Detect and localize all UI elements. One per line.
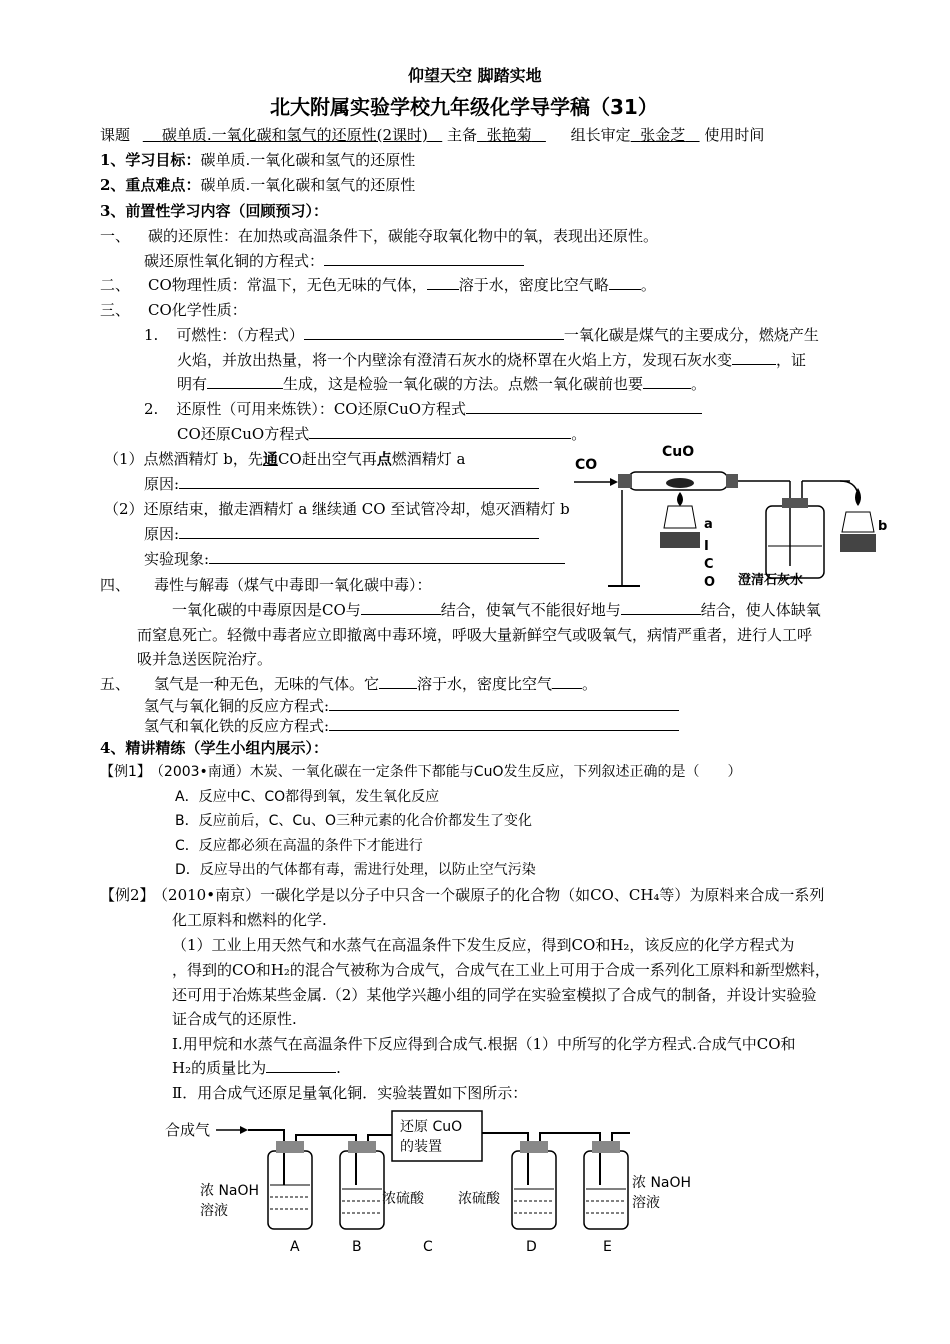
answer-blank[interactable] <box>207 374 283 389</box>
part-4-num: 四、 <box>100 576 131 594</box>
example-2-line-8 <box>172 1058 341 1078</box>
item-text: 可燃性：（方程式） <box>176 326 304 344</box>
cuo-powder <box>666 478 694 488</box>
option-b[interactable]: B．反应前后，C、Cu、O三种元素的化合价都发生了变化 <box>175 813 533 829</box>
page-title: 北大附属实验学校九年级化学导学稿（31） <box>270 95 658 119</box>
naoh-label-e2: 溶液 <box>632 1195 660 1211</box>
section-1 <box>100 150 415 170</box>
tube-a-b <box>296 1135 356 1185</box>
part-1-num: 一、 <box>100 227 131 245</box>
part-1 <box>100 226 658 246</box>
answer-blank[interactable] <box>732 350 776 365</box>
preparer: 张艳菊 <box>486 126 532 144</box>
reviewer: 张金芝 <box>640 126 686 144</box>
example-2-line-4: ，得到的CO和H₂的混合气被称为合成气，合成气在工业上可用于合成一系列化工原料和新型燃料， <box>172 961 830 979</box>
syngas-label: 合成气 <box>165 1121 211 1139</box>
eq-label: 氢气和氧化铁的反应方程式: <box>144 717 330 735</box>
header-line <box>100 125 764 145</box>
naoh-label-e1: 浓 NaOH <box>632 1175 692 1191</box>
label-a: A <box>290 1239 300 1255</box>
preparer-label: 主备 <box>447 126 478 144</box>
answer-blank[interactable] <box>179 524 539 539</box>
part-3-item-1-cont2 <box>177 374 706 394</box>
answer-blank[interactable] <box>427 275 459 290</box>
answer-blank[interactable] <box>361 600 441 615</box>
bottle-b <box>340 1141 384 1229</box>
sulfuric-label-b: 浓硫酸 <box>382 1191 424 1207</box>
reason-label: 原因: <box>144 475 180 493</box>
section-3-label: 3、前置性学习内容（回顾预习）： <box>100 202 328 220</box>
item-text: 明有 <box>177 375 208 393</box>
part-5-num: 五、 <box>100 675 131 693</box>
part-4-title: 毒性与解毒（煤气中毒即一氧化碳中毒）： <box>154 576 432 594</box>
answer-blank[interactable] <box>329 696 679 711</box>
label-d: D <box>526 1239 537 1255</box>
item-text: 一氧化碳是煤气的主要成分，燃烧产生 <box>563 326 819 344</box>
question-text: （1）点燃酒精灯 b，先 <box>104 450 263 468</box>
example-2-line-7: I.用甲烷和水蒸气在高温条件下反应得到合成气.根据（1）中所写的化学方程式.合成气中CO和 <box>172 1035 796 1053</box>
co-label: CO <box>575 457 598 473</box>
bottle-e <box>584 1141 628 1229</box>
answer-blank[interactable] <box>266 1058 336 1073</box>
example-2-line-6: 证合成气的还原性. <box>172 1010 297 1028</box>
part-4-line-3: 吸并急送医院治疗。 <box>137 650 273 668</box>
syngas-apparatus <box>160 1105 720 1255</box>
answer-blank[interactable] <box>466 399 702 414</box>
example-2-line-9: Ⅱ．用合成气还原足量氧化铜．实验装置如下图所示： <box>172 1084 528 1102</box>
section-2 <box>100 175 415 195</box>
answer-blank[interactable] <box>609 275 641 290</box>
reason-label: 原因: <box>144 525 180 543</box>
option-a[interactable]: A．反应中C、CO都得到氧，发生氧化反应 <box>175 789 440 805</box>
question-emph: 通 <box>262 450 278 468</box>
motto: 仰望天空 脚踏实地 <box>408 66 542 85</box>
nozzle <box>840 481 858 494</box>
item-num: 2. <box>144 400 159 418</box>
part-3-item-1-cont <box>177 350 806 370</box>
item-text: 。 <box>571 425 587 443</box>
part-5-text: 溶于水，密度比空气 <box>417 675 553 693</box>
gas-bottle <box>766 506 824 578</box>
part-2-text-a: CO物理性质：常温下，无色无味的气体， <box>148 276 427 294</box>
section-1-text: 碳单质.一氧化碳和氢气的还原性 <box>200 151 416 169</box>
part-5-text: 氢气是一种无色，无味的气体。它 <box>154 675 380 693</box>
example-2-line-1 <box>100 885 824 905</box>
bottle-a <box>268 1141 312 1229</box>
part-3-item-1 <box>144 325 819 345</box>
section-1-label: 1、学习目标： <box>100 151 201 169</box>
part-1-text: 碳的还原性：在加热或高温条件下，碳能夺取氧化物中的氧，表现出还原性。 <box>148 227 659 245</box>
part-4-text: 一氧化碳的中毒原因是CO与 <box>172 601 361 619</box>
label-c: C <box>423 1239 433 1255</box>
part-3-item-2-eq <box>177 424 586 444</box>
part-4-line-1 <box>172 600 821 620</box>
part-2-text-b: 溶于水，密度比空气略 <box>458 276 609 294</box>
part-5 <box>100 674 597 694</box>
alcohol-lamp-a <box>664 506 696 528</box>
section-2-text: 碳单质.一氧化碳和氢气的还原性 <box>200 176 416 194</box>
part-3-item-2 <box>144 399 702 419</box>
item-text: 火焰，并放出热量，将一个内壁涂有澄清石灰水的烧杯罩在火焰上方，发现石灰水变 <box>177 351 733 369</box>
vertical-label: O <box>704 575 716 590</box>
part-1-eq-label: 碳还原性氧化铜的方程式： <box>144 252 325 270</box>
co-reduction-apparatus <box>570 436 900 596</box>
wood-block <box>660 532 700 548</box>
wood-block <box>840 534 876 552</box>
part-3 <box>100 300 247 320</box>
alcohol-lamp-b <box>842 512 874 532</box>
lamp-b-label: b <box>878 519 888 534</box>
inlet-tube-a <box>248 1130 284 1185</box>
sulfuric-label-d: 浓硫酸 <box>458 1191 500 1207</box>
tube-d-e <box>540 1133 600 1185</box>
question-1 <box>104 449 465 469</box>
answer-blank[interactable] <box>379 674 417 689</box>
flame-icon <box>677 492 683 506</box>
tube-c-d <box>482 1133 528 1185</box>
question-emph: 点 <box>376 450 392 468</box>
part-1-eq <box>144 251 524 271</box>
section-4-label: 4、精讲精练（学生小组内展示）： <box>100 739 328 757</box>
example-1-stem <box>100 762 741 782</box>
question-2: （2）还原结束，撤走酒精灯 a 继续通 CO 至试管冷却，熄灭酒精灯 b <box>104 500 570 518</box>
option-c[interactable]: C．反应都必须在高温的条件下才能进行 <box>175 838 423 854</box>
box-label-1: 还原 CuO <box>400 1119 463 1135</box>
flame-icon <box>855 488 861 506</box>
part-3-title: CO化学性质： <box>148 301 247 319</box>
example-tag: 【例2】 <box>100 886 155 904</box>
answer-blank[interactable] <box>324 251 524 266</box>
topic-label: 课题 <box>100 126 131 144</box>
item-num: 1. <box>144 326 159 344</box>
part-3-num: 三、 <box>100 301 131 319</box>
example-text: （2010•南京）一碳化学是以分子中只含一个碳原子的化合物（如CO、CH₄等）为原料来合成一系列 <box>160 886 825 904</box>
lime-water-label: 澄清石灰水 <box>738 573 804 588</box>
example-2-line-3: （1）工业上用天然气和水蒸气在高温条件下发生反应，得到CO和H₂，该反应的化学方程式为 <box>172 936 795 954</box>
part-5-eq-1 <box>144 696 679 716</box>
part-4 <box>100 575 432 595</box>
box-label-2: 的装置 <box>400 1139 442 1155</box>
example-2-line-2: 化工原料和燃料的化学. <box>172 911 327 929</box>
label-b: B <box>352 1239 362 1255</box>
item-text: CO还原CuO方程式 <box>177 425 310 443</box>
section-2-label: 2、重点难点： <box>100 176 201 194</box>
part-4-text: 结合，使氧气不能很好地与 <box>440 601 621 619</box>
answer-blank[interactable] <box>309 424 571 439</box>
item-text: 还原性（可用来炼铁）：CO还原CuO方程式 <box>176 400 467 418</box>
topic: 碳单质.一氧化碳和氢气的还原性(2课时) <box>161 126 428 144</box>
naoh-label-a1: 浓 NaOH <box>200 1183 260 1199</box>
part-4-text: 结合，使人体缺氧 <box>700 601 821 619</box>
part-2-text-c: 。 <box>640 276 656 294</box>
answer-blank[interactable] <box>643 374 691 389</box>
phenomenon-label: 实验现象: <box>144 550 210 568</box>
arrow-head <box>610 478 618 486</box>
reason-2 <box>144 524 539 544</box>
stopper <box>726 474 738 488</box>
time-label: 使用时间 <box>704 126 765 144</box>
example-2-line-5: 还可用于冶炼某些金属.（2）某他学兴趣小组的同学在实验室模拟了合成气的制备，并设计实验验 <box>172 986 817 1004</box>
vertical-label: I <box>704 539 709 554</box>
answer-blank[interactable] <box>304 325 564 340</box>
vertical-label: C <box>704 557 714 572</box>
answer-blank[interactable] <box>209 549 565 564</box>
bottle-d <box>512 1141 556 1229</box>
item-text: ，证 <box>776 351 807 369</box>
answer-blank[interactable] <box>552 674 582 689</box>
part-2-num: 二、 <box>100 276 131 294</box>
answer-blank[interactable] <box>621 600 701 615</box>
example-stem: （2003•南通）木炭、一氧化碳在一定条件下都能与CuO发生反应，下列叙述正确的是（ ） <box>156 764 742 780</box>
reason-1 <box>144 474 539 494</box>
example-tag: 【例1】 <box>100 764 151 780</box>
part-5-eq-2 <box>144 716 679 736</box>
question-text: CO赶出空气再 <box>277 450 377 468</box>
cuo-label: CuO <box>662 444 695 460</box>
part-5-text: 。 <box>582 675 598 693</box>
part-4-line-2: 而窒息死亡。轻微中毒者应立即撤离中毒环境，呼吸大量新鲜空气或吸氧气，病情严重者，进行人工呼 <box>137 626 813 644</box>
answer-blank[interactable] <box>179 474 539 489</box>
reviewer-label: 组长审定 <box>570 126 631 144</box>
option-d[interactable]: D．反应导出的气体都有毒，需进行处理，以防止空气污染 <box>175 862 536 878</box>
part-2 <box>100 275 656 295</box>
item-text: 生成，这是检验一氧化碳的方法。点燃一氧化碳前也要 <box>283 375 644 393</box>
question-text: 燃酒精灯 a <box>391 450 466 468</box>
item-text: 。 <box>691 375 707 393</box>
stopper <box>618 474 632 488</box>
answer-blank[interactable] <box>329 716 679 731</box>
example-text: H₂的质量比为 <box>172 1059 267 1077</box>
label-e: E <box>603 1239 612 1255</box>
bottle-stopper <box>782 498 808 508</box>
lamp-a-label: a <box>704 517 713 532</box>
eq-label: 氢气与氧化铜的反应方程式: <box>144 697 330 715</box>
example-text: . <box>336 1059 341 1077</box>
naoh-label-a2: 溶液 <box>200 1203 228 1219</box>
arrow-head <box>240 1126 248 1134</box>
phenomenon <box>144 549 565 569</box>
